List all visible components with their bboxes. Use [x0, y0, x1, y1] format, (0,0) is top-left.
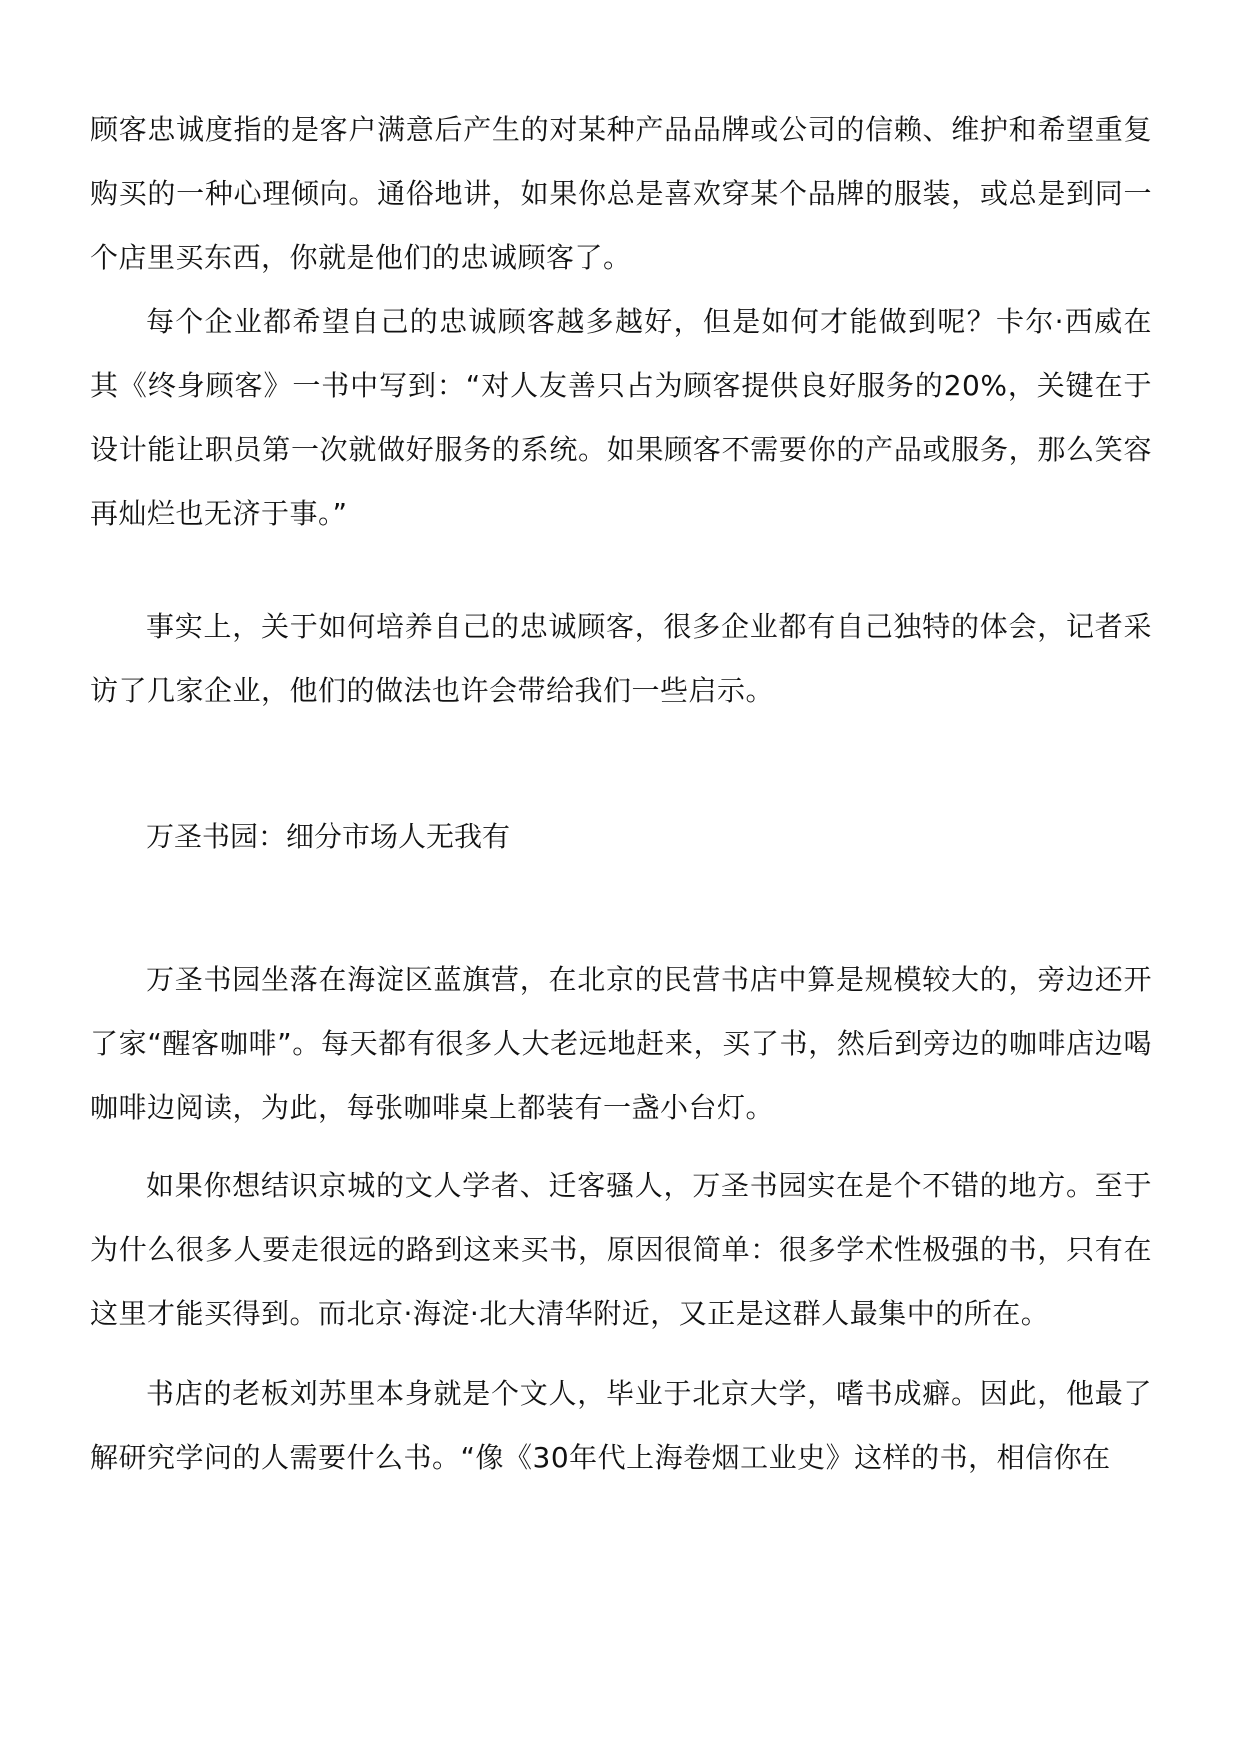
- section-heading-wansheng: 万圣书园：细分市场人无我有: [146, 820, 511, 853]
- paragraph-scholars: 如果你想结识京城的文人学者、迁客骚人，万圣书园实在是个不错的地方。至于为什么很多人要走很远的路到这来买书，原因很简单：很多学术性极强的书，只有在这里才能买得到。而北京·海淀·北大清华附近，又正是这群人最集中的所在。: [90, 1169, 1152, 1330]
- paragraph-enterprise-experience: 事实上，关于如何培养自己的忠诚顾客，很多企业都有自己独特的体会，记者采访了几家企业，他们的做法也许会带给我们一些启示。: [90, 610, 1152, 707]
- paragraph-owner: 书店的老板刘苏里本身就是个文人，毕业于北京大学，嗜书成癖。因此，他最了解研究学问的人需要什么书。“像《30年代上海卷烟工业史》这样的书，相信你在: [90, 1377, 1152, 1474]
- paragraph-carl-sewell-quote: 每个企业都希望自己的忠诚顾客越多越好，但是如何才能做到呢？卡尔·西威在其《终身顾客》一书中写到：“对人友善只占为顾客提供良好服务的20%，关键在于设计能让职员第一次就做好服务的系统。如果顾客不需要你的产品或服务，那么笑容再灿烂也无济于事。”: [90, 305, 1152, 530]
- paragraph-loyalty-definition: 顾客忠诚度指的是客户满意后产生的对某种产品品牌或公司的信赖、维护和希望重复购买的一种心理倾向。通俗地讲，如果你总是喜欢穿某个品牌的服装，或总是到同一个店里买东西，你就是他们的忠诚顾客了。: [90, 113, 1152, 274]
- paragraph-wansheng-location: 万圣书园坐落在海淀区蓝旗营，在北京的民营书店中算是规模较大的，旁边还开了家“醒客咖啡”。每天都有很多人大老远地赶来，买了书，然后到旁边的咖啡店边喝咖啡边阅读，为此，每张咖啡桌上都装有一盏小台灯。: [90, 963, 1152, 1124]
